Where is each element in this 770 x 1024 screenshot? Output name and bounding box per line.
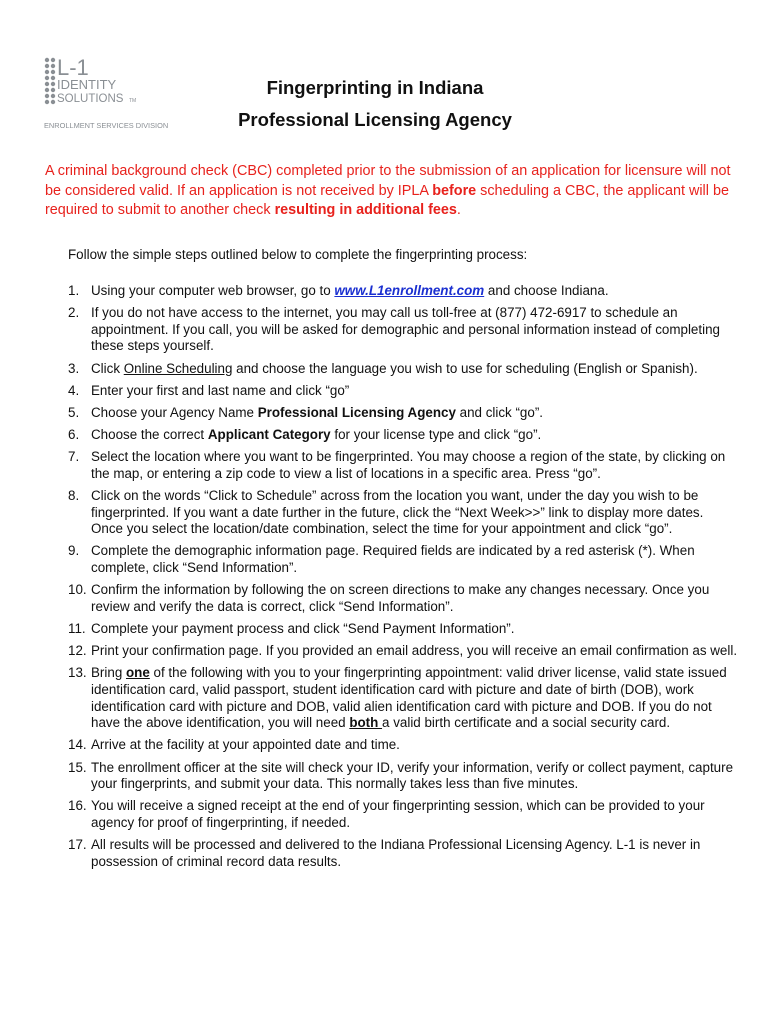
logo-line1: IDENTITY [57, 77, 117, 92]
logo-division: ENROLLMENT SERVICES DIVISION [44, 121, 169, 130]
step-13 [68, 665, 738, 731]
step-text: Click [91, 360, 124, 376]
online-scheduling-text: Online Scheduling [123, 360, 233, 376]
step-10 [68, 582, 738, 615]
title-line-2: Professional Licensing Agency [238, 109, 512, 130]
step-number: 15. [68, 759, 87, 775]
step-number: 17. [68, 837, 87, 853]
step-text: for your license type and click “go”. [330, 427, 542, 443]
logo-line2: SOLUTIONS [57, 93, 124, 105]
step-text: Choose your Agency Name [91, 404, 258, 420]
step-text: of the following with you to your fingerprinting appointment: valid driver license, valid state issued identification card, valid passport, student identification card with picture and date of birth (DOB), work identification card with picture and DOB, valid alien identification card with picture and DOB. If you do not have the above identification, you will need [91, 665, 727, 731]
step-number: 6. [68, 427, 80, 443]
logo-tm: TM [129, 98, 137, 104]
step-17 [68, 837, 738, 870]
step-11 [68, 621, 738, 638]
warning-text-1: A criminal background check (CBC) completed prior to the submission of an application for licensure will not be considered valid. If an application is not received by IPLA [45, 163, 731, 199]
step-text: Select the location where you want to be fingerprinted. You may choose a region of the state, by clicking on the map, or entering a zip code to view a list of locations in a specific area. Press “go”. [91, 449, 726, 481]
step-text: Choose the correct [91, 427, 208, 443]
title-line-1: Fingerprinting in Indiana [266, 77, 484, 98]
step-text: Enter your first and last name and click “go” [91, 382, 350, 398]
step-2 [68, 305, 738, 355]
step-number: 5. [68, 404, 80, 420]
step-4 [68, 383, 738, 400]
step-text: Confirm the information by following the on screen directions to make any changes necessary. Once you review and verify the data is correct, click “Send Information”. [91, 582, 710, 614]
warning-bold-fees: resulting in additional fees [274, 202, 457, 218]
step-15 [68, 760, 738, 793]
step-16 [68, 798, 738, 831]
step-text: Complete the demographic information page. Required fields are indicated by a red asterisk (*). When complete, click “Send Information”. [91, 543, 695, 576]
warning-bold-before: before [432, 182, 477, 199]
step-9 [68, 543, 738, 576]
step-number: 11. [68, 621, 86, 637]
intro-text: Follow the simple steps outlined below to complete the fingerprinting process: [68, 247, 528, 262]
step-number: 9. [68, 543, 80, 559]
step-number: 14. [68, 737, 87, 753]
step-12 [68, 643, 738, 660]
step-1 [68, 283, 738, 300]
step-number: 16. [68, 798, 87, 814]
step-number: 10. [68, 582, 87, 598]
step-number: 8. [68, 488, 80, 504]
step-text: and choose Indiana. [484, 283, 609, 298]
cbc-warning-notice [45, 162, 735, 221]
step-text: Click on the words “Click to Schedule” across from the location you want, under the day you wish to be fingerprinted. If you want a date further in the future, click the “Next Week>>” link to display more dates. Once you select the location/date combination, select the time for your appointment and click “go”. [91, 488, 704, 537]
step-number: 3. [68, 360, 80, 376]
both-emphasis: both [349, 715, 383, 731]
agency-name-bold: Professional Licensing Agency [257, 404, 456, 420]
step-14 [68, 737, 738, 754]
step-text: Using your computer web browser, go to [91, 283, 335, 298]
steps-list [68, 283, 738, 876]
step-text: If you do not have access to the internet, you may call us toll-free at (877) 472-6917 to schedule an appointment. If you call, you will be asked for demographic and personal information instead of completing these steps yourself. [91, 305, 720, 354]
applicant-category-bold: Applicant Category [207, 427, 331, 443]
logo-dot-grid [45, 58, 55, 104]
step-8 [68, 488, 738, 538]
step-number: 7. [68, 449, 80, 465]
step-text: The enrollment officer at the site will check your ID, verify your information, verify or collect payment, capture your fingerprints, and submit your data. This normally takes less than five minutes. [91, 759, 734, 792]
step-6 [68, 427, 738, 444]
step-text: Complete your payment process and click “Send Payment Information”. [91, 621, 515, 637]
step-text: You will receive a signed receipt at the end of your fingerprinting session, which can be provided to your agency for proof of fingerprinting, if needed. [91, 798, 705, 830]
step-3 [68, 361, 738, 378]
warning-text-3: . [456, 202, 461, 218]
step-5 [68, 405, 738, 422]
step-number: 4. [68, 382, 80, 398]
step-text: Arrive at the facility at your appointed date and time. [91, 737, 400, 753]
step-text: and choose the language you wish to use for scheduling (English or Spanish). [232, 360, 698, 376]
one-emphasis: one [125, 665, 150, 681]
step-text: Print your confirmation page. If you provided an email address, you will receive an email confirmation as well. [91, 643, 738, 659]
logo-brand: L-1 [57, 56, 89, 80]
step-text: All results will be processed and delivered to the Indiana Professional Licensing Agency. L-1 is never in possession of criminal record data results. [91, 837, 701, 869]
step-text: Bring [91, 665, 126, 681]
step-number: 2. [68, 305, 80, 321]
document-title [150, 72, 600, 136]
step-text: and click “go”. [455, 404, 543, 420]
step-7 [68, 449, 738, 482]
step-number: 13. [68, 665, 87, 681]
l1enrollment-link[interactable]: www.L1enrollment.com [334, 283, 485, 298]
step-number: 1. [68, 283, 80, 298]
warning-text-2: scheduling a CBC, the applicant will be required to submit to another check [45, 182, 729, 218]
step-number: 12. [68, 643, 87, 659]
step-text: a valid birth certificate and a social security card. [382, 715, 671, 731]
